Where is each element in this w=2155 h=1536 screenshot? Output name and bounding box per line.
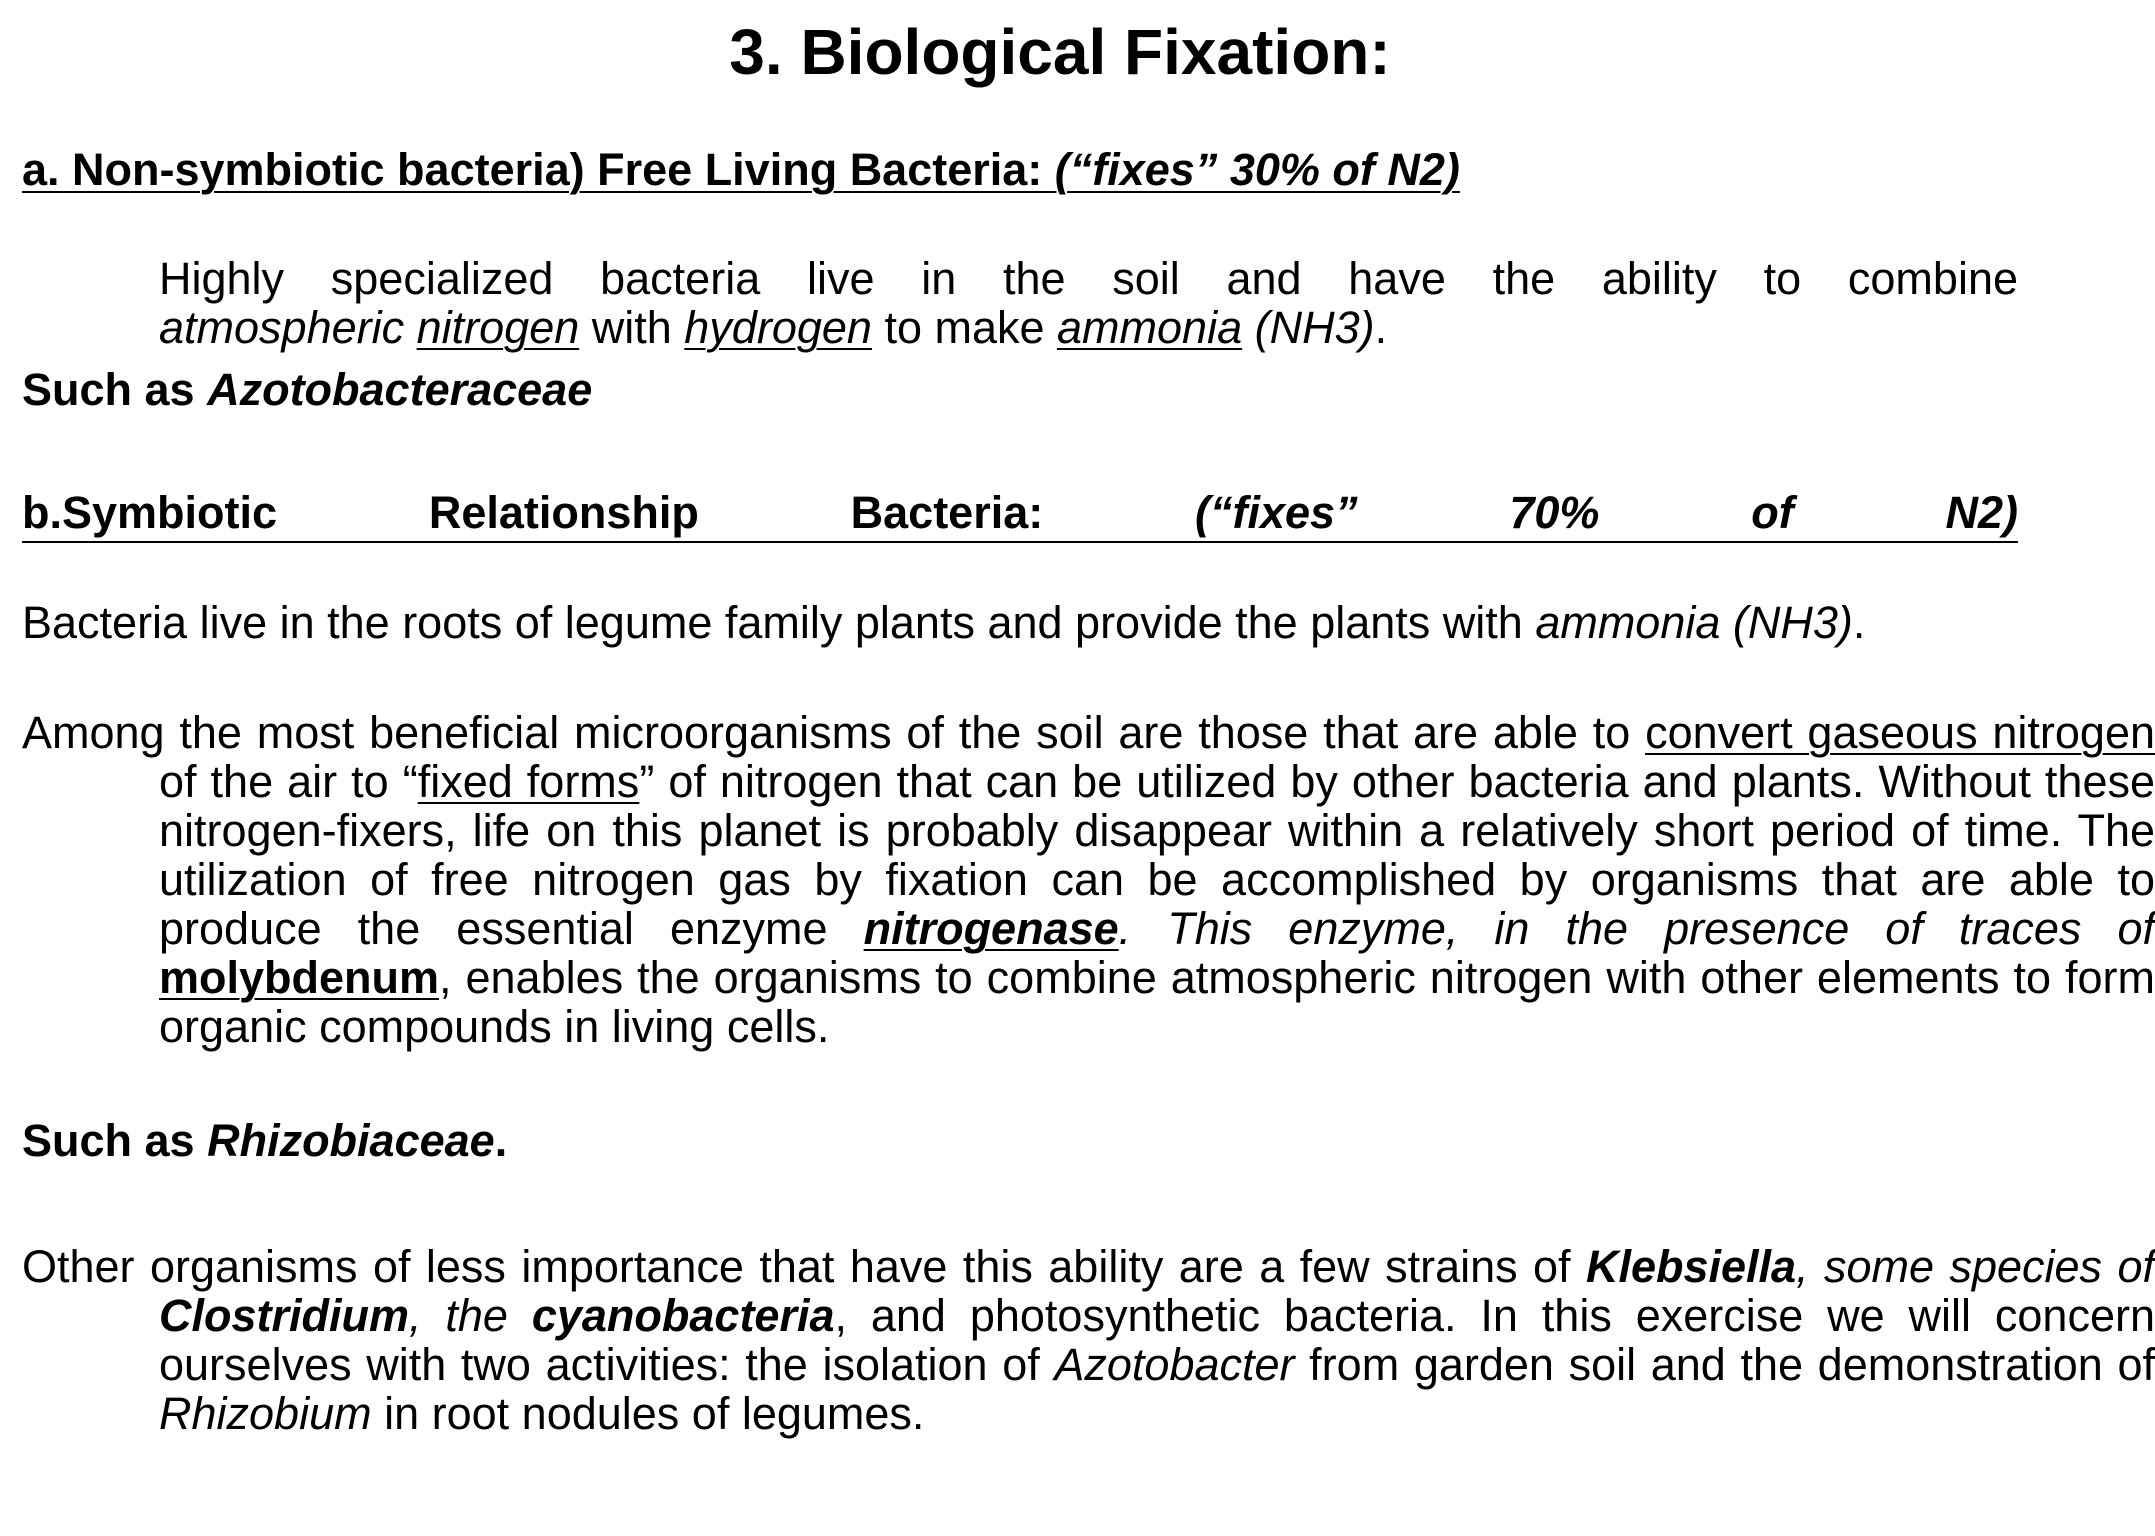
- azotobacteraceae-name: Azotobacteraceae: [207, 364, 593, 415]
- section-b-such-as: [22, 1116, 2018, 1165]
- c-text-4: , and photosynthetic bacteria. In this exercise we will concern ourselves with two activities: the isolation of: [159, 1290, 2155, 1390]
- clostridium-name: Clostridium: [159, 1290, 410, 1341]
- c-text-1: Other organisms of less importance that have this ability are a few strains of: [22, 1241, 1586, 1292]
- section-a-such-as: [22, 365, 2018, 414]
- word-atmospheric: atmospheric: [159, 302, 405, 353]
- section-b-paragraph-1: [22, 598, 2155, 647]
- section-a-line-1: Highly specialized bacteria live in the soil and have the ability to combine: [159, 253, 2018, 304]
- heading-word: Bacteria:: [850, 487, 1044, 538]
- p2-nitrogenase: nitrogenase: [863, 903, 1119, 954]
- word-nitrogen: nitrogen: [416, 302, 580, 353]
- section-b-heading: [22, 487, 2018, 543]
- other-organisms-paragraph: [22, 1242, 2155, 1438]
- heading-word: (“fixes”: [1195, 487, 1358, 538]
- such-as-period: .: [494, 1115, 508, 1166]
- page-title: 3. Biological Fixation:: [729, 16, 1391, 88]
- p2-convert-gaseous-nitrogen: convert gaseous nitrogen: [1645, 707, 2155, 758]
- heading-word: 70%: [1509, 487, 1600, 538]
- heading-word: b.Symbiotic: [22, 487, 278, 538]
- c-text-3: , the: [409, 1290, 532, 1341]
- c-text-2: , some species of: [1796, 1241, 2155, 1292]
- text-nh3: (NH3): [1242, 302, 1375, 353]
- such-as-label: Such as: [22, 1115, 208, 1166]
- heading-word: N2): [1945, 487, 2018, 538]
- section-b-paragraph-2: [22, 708, 2155, 1051]
- p2-end: , enables the organisms to combine atmospheric nitrogen with other elements to form organic compounds in living cells.: [159, 952, 2155, 1052]
- c-text-6: in root nodules of legumes.: [371, 1388, 925, 1439]
- p2-molybdenum: molybdenum: [159, 952, 440, 1003]
- p1-ammonia: ammonia (NH3): [1535, 597, 1853, 648]
- p1-text: Bacteria live in the roots of legume family plants and provide the plants with: [22, 597, 1536, 648]
- rhizobiaceae-name: Rhizobiaceae: [207, 1115, 495, 1166]
- word-hydrogen: hydrogen: [684, 302, 872, 353]
- rhizobium-name: Rhizobium: [159, 1388, 372, 1439]
- p2-mid-3: . This enzyme, in the presence of traces of: [1118, 903, 2155, 954]
- section-a-heading-main: a. Non-symbiotic bacteria) Free Living Bacteria:: [22, 144, 1055, 195]
- p2-fixed-forms: fixed forms: [417, 756, 640, 807]
- word-ammonia: ammonia: [1057, 302, 1243, 353]
- section-a-line-2: [159, 303, 2018, 352]
- section-a-heading: [22, 144, 1460, 196]
- text-period: .: [1374, 302, 1388, 353]
- p1-period: .: [1852, 597, 1866, 648]
- heading-word: of: [1751, 487, 1794, 538]
- p2-mid-2: ” of nitrogen that can be utilized by other bacteria and plants. Without these nitrogen-fixers, life on this planet is probably disappear within a relatively short period of time. The utilization of free nitrogen gas by fixation can be accomplished by organisms that are able to produce the essential enzyme: [159, 756, 2155, 954]
- such-as-label: Such as: [22, 364, 208, 415]
- section-a-heading-fixes: (“fixes” 30% of N2): [1054, 144, 1460, 195]
- cyanobacteria-name: cyanobacteria: [531, 1290, 835, 1341]
- p2-mid-1: of the air to “: [159, 756, 418, 807]
- c-text-5: from garden soil and the demonstration of: [1294, 1339, 2155, 1390]
- text-with: with: [579, 302, 685, 353]
- section-a-paragraph: [159, 254, 2018, 352]
- text-to-make: to make: [871, 302, 1058, 353]
- heading-word: Relationship: [428, 487, 699, 538]
- azotobacter-name: Azotobacter: [1054, 1339, 1295, 1390]
- p2-start: Among the most beneficial microorganisms of the soil are those that are able to: [22, 707, 1646, 758]
- klebsiella-name: Klebsiella: [1585, 1241, 1797, 1292]
